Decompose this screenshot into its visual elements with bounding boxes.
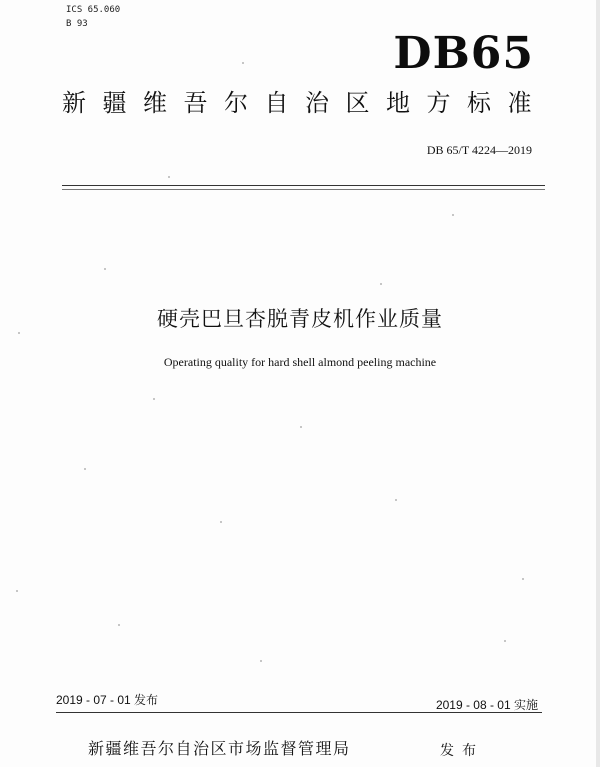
- scan-speck: [84, 468, 86, 470]
- scan-speck: [168, 176, 170, 178]
- header-divider-secondary: [62, 189, 545, 190]
- scan-speck: [260, 660, 262, 662]
- issue-label: 发布: [440, 743, 484, 759]
- scan-edge: [596, 0, 600, 767]
- scan-speck: [104, 268, 106, 270]
- document-title-zh: 硬壳巴旦杏脱青皮机作业质量: [157, 307, 443, 331]
- issuing-authority: 新疆维吾尔自治区市场监督管理局: [88, 739, 351, 758]
- scan-speck: [118, 624, 120, 626]
- scan-speck: [452, 214, 454, 216]
- db65-logo: DB65: [393, 28, 534, 79]
- scan-speck: [18, 332, 20, 334]
- scan-speck: [395, 499, 397, 501]
- scan-speck: [380, 283, 382, 285]
- issue-date: 2019 - 07 - 01 发布: [56, 693, 159, 707]
- implementation-date: 2019 - 08 - 01 实施: [435, 698, 538, 712]
- scan-speck: [242, 62, 244, 64]
- header-divider: [62, 185, 545, 186]
- scan-speck: [220, 521, 222, 523]
- ics-code: ICS 65.060: [66, 5, 121, 15]
- scan-speck: [153, 398, 155, 400]
- scan-speck: [300, 426, 302, 428]
- footer-divider: [56, 712, 542, 713]
- standard-type-heading: 新疆维吾尔自治区地方标准: [62, 89, 548, 117]
- scan-speck: [16, 590, 18, 592]
- document-title-en: Operating quality for hard shell almond peeling machine: [163, 355, 437, 369]
- ccs-code: B 93: [66, 19, 88, 29]
- scan-speck: [522, 578, 524, 580]
- scan-speck: [504, 640, 506, 642]
- standard-number: DB 65/T 4224—2019: [426, 143, 532, 157]
